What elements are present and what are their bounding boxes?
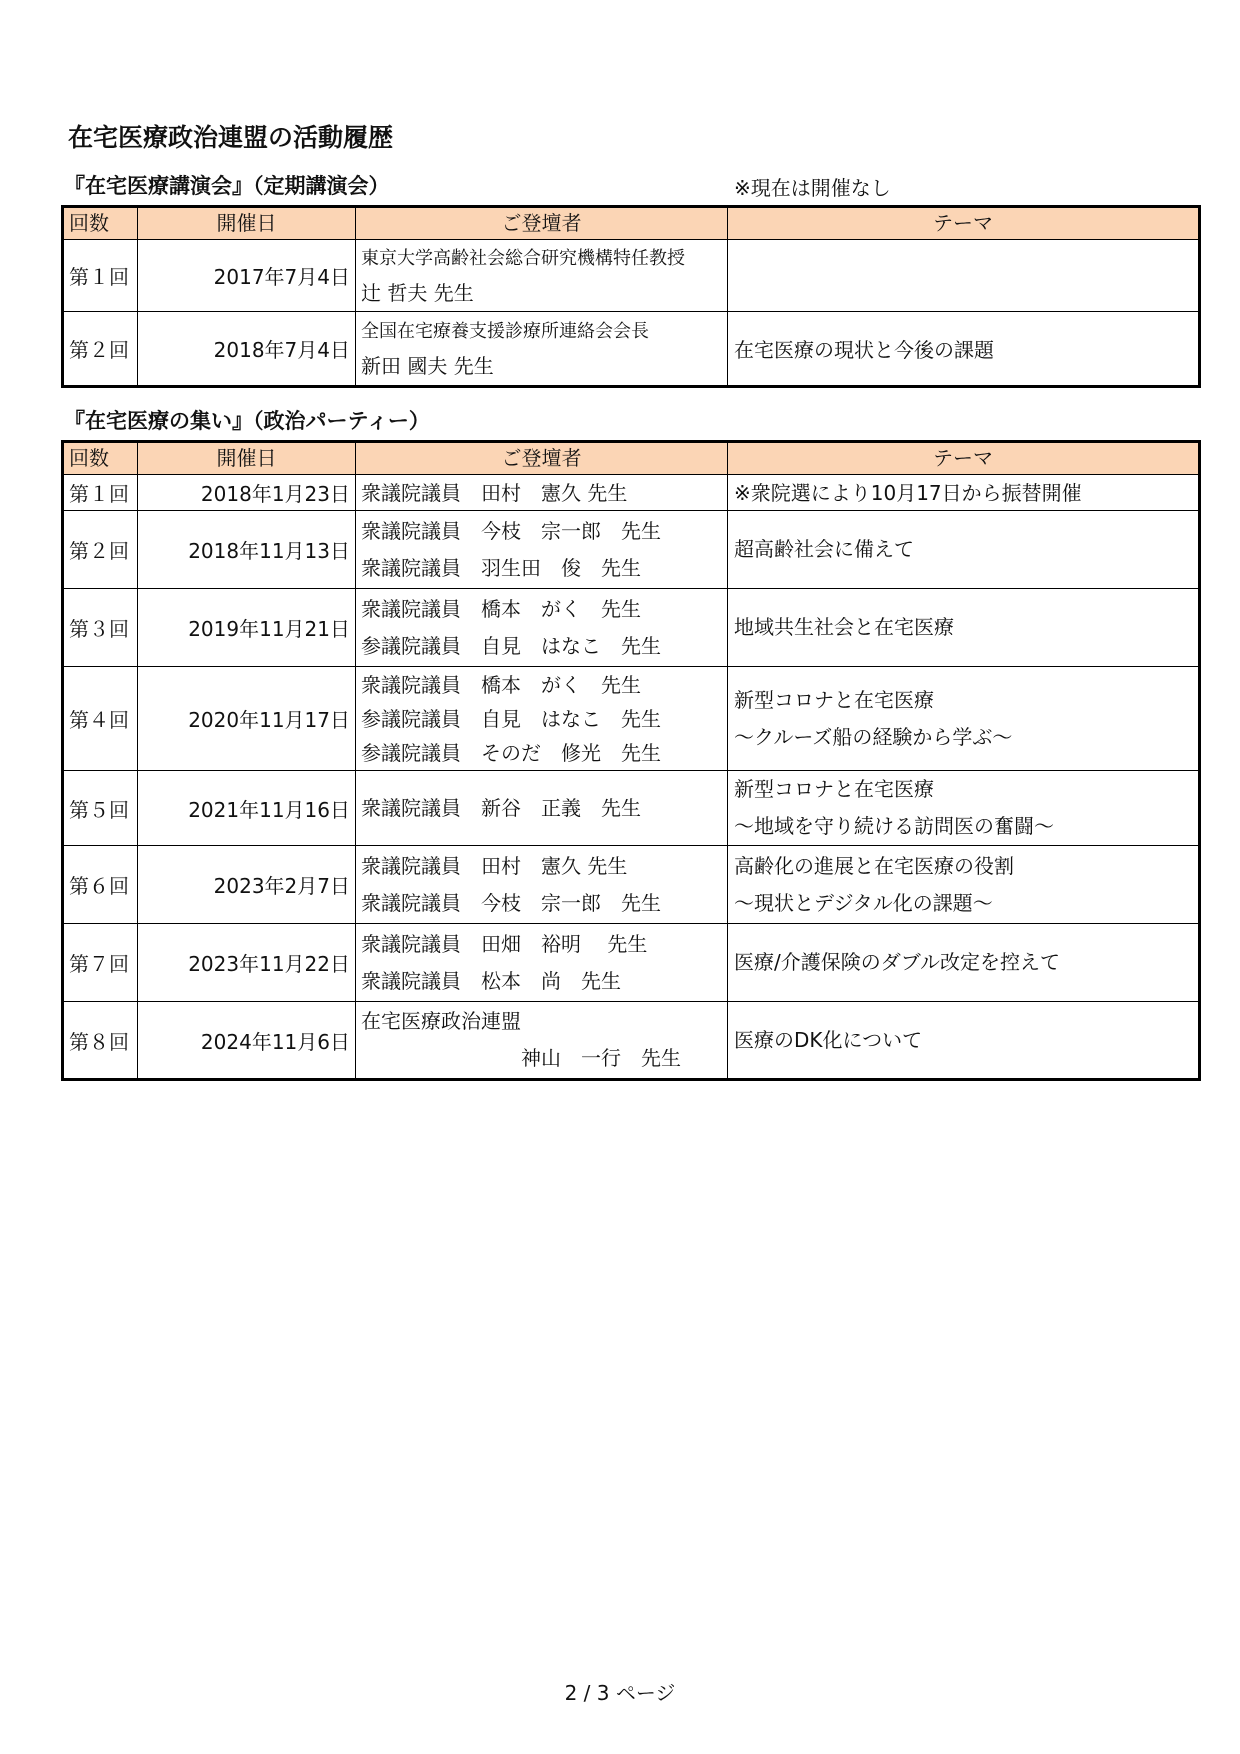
page-number: 2 / 3 ページ: [564, 1681, 676, 1705]
speaker-line: 衆議院議員 橋本 がく 先生: [361, 596, 641, 621]
speaker-line: 衆議院議員 羽生田 俊 先生: [361, 555, 641, 580]
header-speakers: ご登壇者: [356, 442, 728, 475]
theme-cell: [728, 240, 1200, 312]
speakers-cell: [356, 1002, 728, 1080]
theme-line: ※衆院選により10月17日から振替開催: [734, 480, 1082, 505]
theme-cell: 在宅医療の現状と今後の課題: [728, 312, 1200, 387]
theme-cell: [728, 771, 1200, 846]
speakers-cell: [356, 475, 728, 511]
round-cell: 第２回: [63, 511, 138, 589]
speaker-affiliation: 東京大学高齢社会総合研究機構特任教授: [361, 247, 685, 269]
table-row: [63, 1002, 1200, 1080]
speaker-line: 衆議院議員 田村 憲久 先生: [361, 853, 628, 878]
theme-line: 高齢化の進展と在宅医療の役割: [734, 853, 1014, 878]
table-row: [63, 846, 1200, 924]
date-cell: 2018年1月23日: [138, 475, 356, 511]
theme-cell: [728, 475, 1200, 511]
speakers-cell: [356, 312, 728, 387]
speaker-line: 衆議院議員 今枝 宗一郎 先生: [361, 890, 661, 915]
speaker-name: 新田 國夫 先生: [361, 353, 494, 378]
speakers-cell: [356, 240, 728, 312]
speaker-affiliation: 全国在宅療養支援診療所連絡会会長: [361, 320, 649, 342]
round-cell: 第１回: [63, 475, 138, 511]
speaker-name: 辻 哲夫 先生: [361, 280, 474, 305]
header-round: 回数: [63, 207, 138, 240]
date-cell: 2024年11月6日: [138, 1002, 356, 1080]
speaker-line: 神山 一行 先生: [521, 1046, 681, 1070]
table-header-row: [63, 207, 1200, 240]
header-date: 開催日: [138, 442, 356, 475]
date-cell: 2023年2月7日: [138, 846, 356, 924]
theme-line: 医療/介護保険のダブル改定を控えて: [734, 950, 1060, 974]
speaker-line: 衆議院議員 新谷 正義 先生: [361, 795, 641, 820]
round-cell: 第８回: [63, 1002, 138, 1080]
theme-line: 地域共生社会と在宅医療: [734, 615, 954, 639]
theme-line: ～クルーズ船の経験から学ぶ～: [734, 724, 1013, 749]
theme-cell: [728, 1002, 1200, 1080]
speakers-cell: [356, 667, 728, 771]
round-cell: 第４回: [63, 667, 138, 771]
date-cell: 2020年11月17日: [138, 667, 356, 771]
theme-cell: [728, 511, 1200, 589]
header-speakers: ご登壇者: [356, 207, 728, 240]
theme-cell: [728, 667, 1200, 771]
theme-line: 新型コロナと在宅医療: [734, 777, 934, 801]
speaker-line: 参議院議員 そのだ 修光 先生: [361, 740, 661, 765]
theme-line: 超高齢社会に備えて: [734, 537, 914, 561]
round-cell: 第２回: [63, 312, 138, 387]
speaker-line: 衆議院議員 松本 尚 先生: [361, 968, 621, 993]
gathering-section-title: 『在宅医療の集い』（政治パーティー）: [64, 409, 430, 433]
date-cell: 2019年11月21日: [138, 589, 356, 667]
speakers-cell: [356, 924, 728, 1002]
header-theme: テーマ: [728, 442, 1200, 475]
theme-line: ～地域を守り続ける訪問医の奮闘～: [734, 814, 1054, 838]
speakers-cell: [356, 771, 728, 846]
theme-line: 新型コロナと在宅医療: [734, 687, 934, 712]
round-cell: 第７回: [63, 924, 138, 1002]
lecture-section-title: 『在宅医療講演会』（定期講演会）: [64, 174, 390, 198]
speakers-cell: [356, 846, 728, 924]
speakers-cell: [356, 589, 728, 667]
table-row: [63, 667, 1200, 771]
header-theme: テーマ: [728, 207, 1200, 240]
speaker-line: 参議院議員 自見 はなこ 先生: [361, 706, 661, 731]
round-cell: 第１回: [63, 240, 138, 312]
date-cell: 2021年11月16日: [138, 771, 356, 846]
table-row: [63, 511, 1200, 589]
theme-cell: [728, 846, 1200, 924]
header-date: 開催日: [138, 207, 356, 240]
speaker-line: 衆議院議員 田畑 裕明 先生: [361, 931, 648, 956]
table-row: [63, 240, 1200, 312]
theme-line: ～現状とデジタル化の課題～: [734, 890, 993, 915]
speaker-line: 衆議院議員 橋本 がく 先生: [361, 672, 641, 697]
round-cell: 第６回: [63, 846, 138, 924]
table-row: [63, 312, 1200, 387]
speaker-line: 参議院議員 自見 はなこ 先生: [361, 633, 661, 658]
date-cell: 2018年7月4日: [138, 312, 356, 387]
table-row: [63, 924, 1200, 1002]
table-header-row: [63, 442, 1200, 475]
speakers-cell: [356, 511, 728, 589]
theme-cell: [728, 589, 1200, 667]
date-cell: 2017年7月4日: [138, 240, 356, 312]
table-row: [63, 475, 1200, 511]
gathering-table: [61, 440, 1201, 1081]
header-round: 回数: [63, 442, 138, 475]
date-cell: 2023年11月22日: [138, 924, 356, 1002]
lecture-status-note: ※現在は開催なし: [734, 176, 891, 200]
lecture-table: [61, 205, 1201, 388]
round-cell: 第３回: [63, 589, 138, 667]
speaker-line: 在宅医療政治連盟: [361, 1009, 521, 1033]
date-cell: 2018年11月13日: [138, 511, 356, 589]
page-title: 在宅医療政治連盟の活動履歴: [68, 123, 394, 152]
round-cell: 第５回: [63, 771, 138, 846]
speaker-line: 衆議院議員 今枝 宗一郎 先生: [361, 518, 661, 543]
speaker-line: 衆議院議員 田村 憲久 先生: [361, 480, 628, 505]
theme-line: 医療のDK化について: [734, 1027, 923, 1052]
theme-cell: [728, 924, 1200, 1002]
table-row: [63, 771, 1200, 846]
table-row: [63, 589, 1200, 667]
